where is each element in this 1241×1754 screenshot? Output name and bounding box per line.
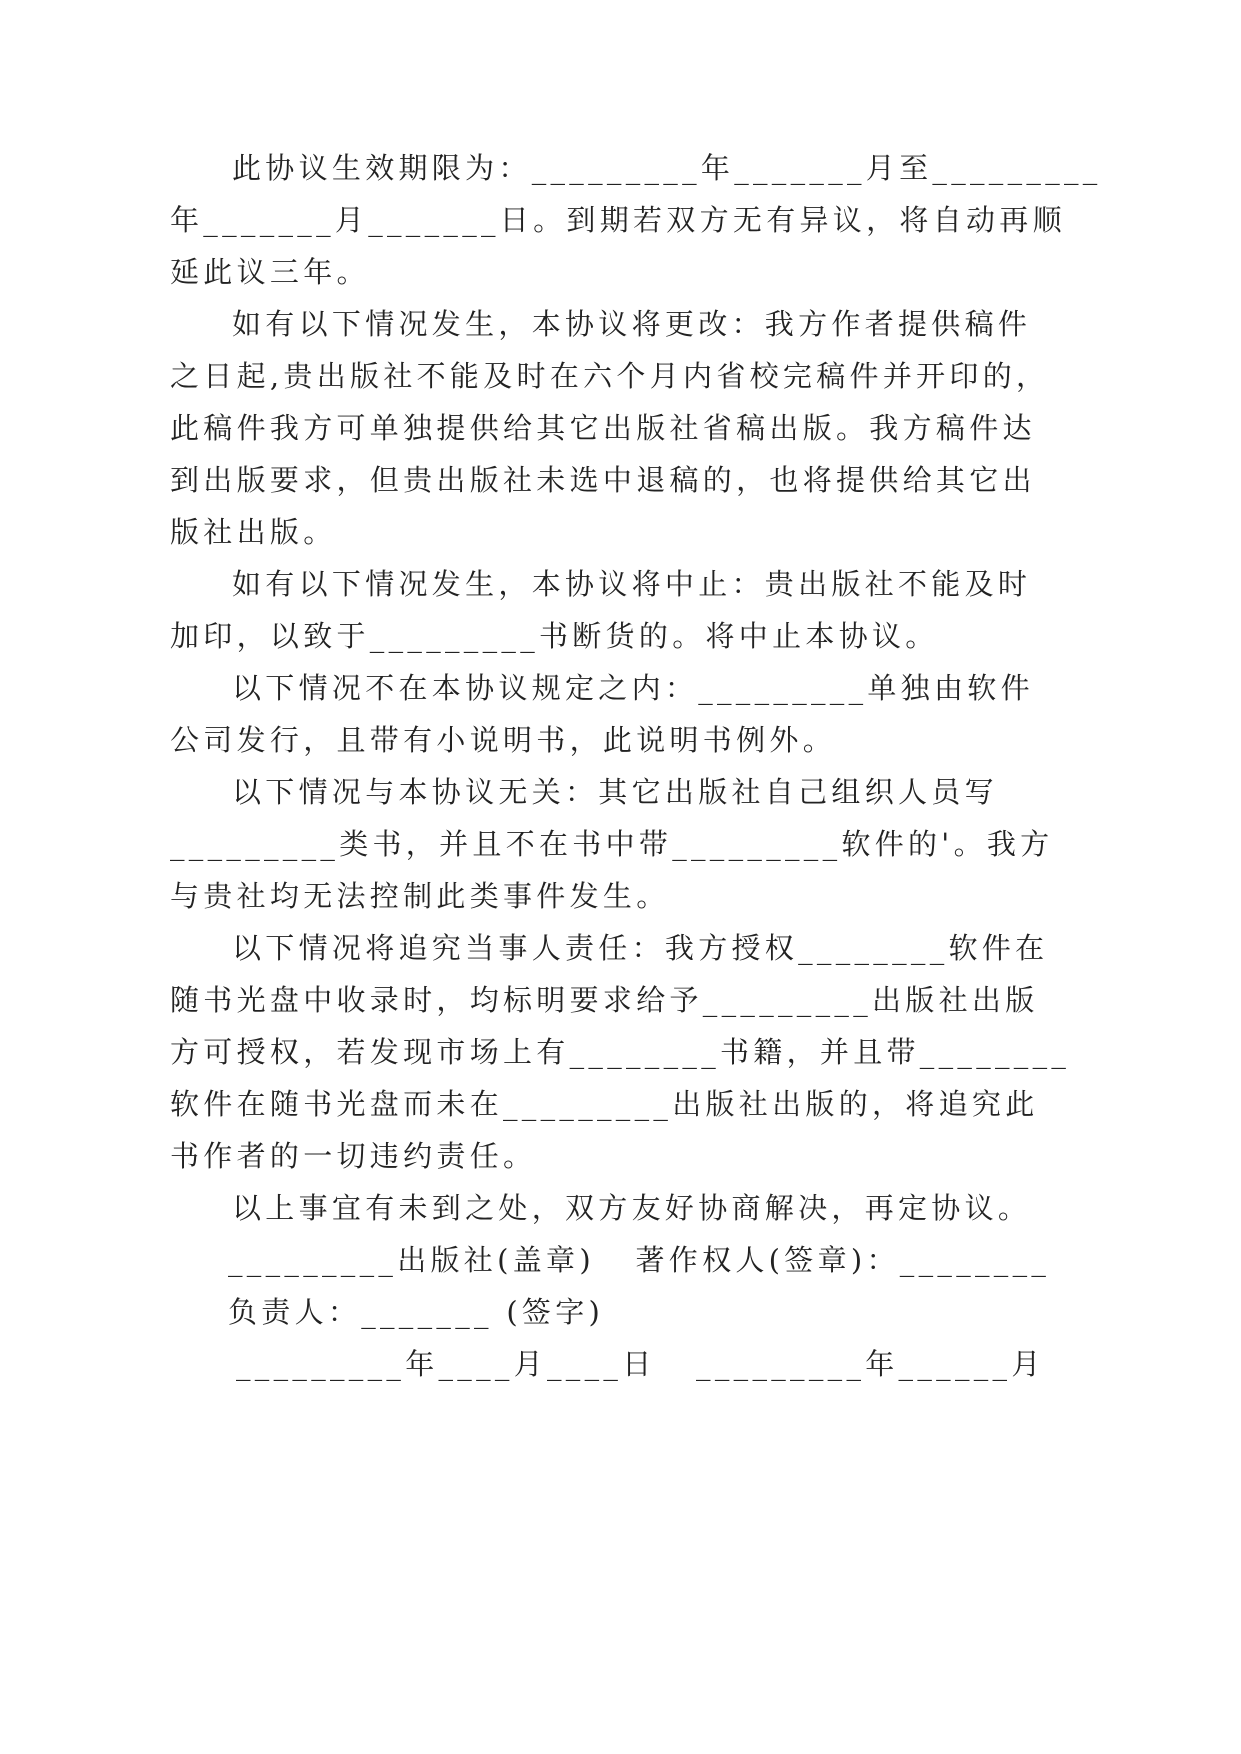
text-line: 公司发行，且带有小说明书，此说明书例外。 xyxy=(170,723,837,757)
text-line: 此稿件我方可单独提供给其它出版社省稿出版。我方稿件达 xyxy=(170,411,1036,445)
text-line: 以下情况不在本协议规定之内：_________单独由软件 xyxy=(232,671,1034,705)
text-line: 此协议生效期限为：_________年_______月至_________ xyxy=(232,151,1102,185)
text-line: 以下情况与本协议无关：其它出版社自己组织人员写 xyxy=(232,775,998,809)
text-line: 如有以下情况发生，本协议将中止：贵出版社不能及时 xyxy=(232,567,1032,601)
text-line: 随书光盘中收录时，均标明要求给予_________出版社出版 xyxy=(170,983,1039,1017)
text-line: 软件在随书光盘而未在_________出版社出版的，将追究此 xyxy=(170,1087,1039,1121)
text-line: 与贵社均无法控制此类事件发生。 xyxy=(170,879,670,913)
text-line: 方可授权，若发现市场上有________书籍，并且带________ xyxy=(170,1035,1071,1069)
text-line: 年_______月_______日。到期若双方无有异议，将自动再顺 xyxy=(170,203,1066,237)
text-line: 以上事宜有未到之处，双方友好协商解决，再定协议。 xyxy=(232,1191,1032,1225)
text-line: 到出版要求，但贵出版社未选中退稿的，也将提供给其它出 xyxy=(170,463,1036,497)
signature-line: 负责人：_______ (签字) xyxy=(228,1295,605,1329)
date-line: _________年____月____日 _________年______月 xyxy=(236,1347,1045,1381)
signature-line: _________出版社(盖章) 著作权人(签章)：________ xyxy=(228,1243,1051,1277)
text-line: 延此议三年。 xyxy=(170,255,370,289)
text-line: 如有以下情况发生，本协议将更改：我方作者提供稿件 xyxy=(232,307,1032,341)
text-line: 之日起,贵出版社不能及时在六个月内省校完稿件并开印的， xyxy=(170,359,1050,393)
text-line: 书作者的一切违约责任。 xyxy=(170,1139,537,1173)
text-line: 版社出版。 xyxy=(170,515,337,549)
text-line: _________类书，并且不在书中带_________软件的'。我方 xyxy=(170,827,1054,861)
text-line: 加印，以致于_________书断货的。将中止本协议。 xyxy=(170,619,939,653)
text-line: 以下情况将追究当事人责任：我方授权________软件在 xyxy=(232,931,1049,965)
